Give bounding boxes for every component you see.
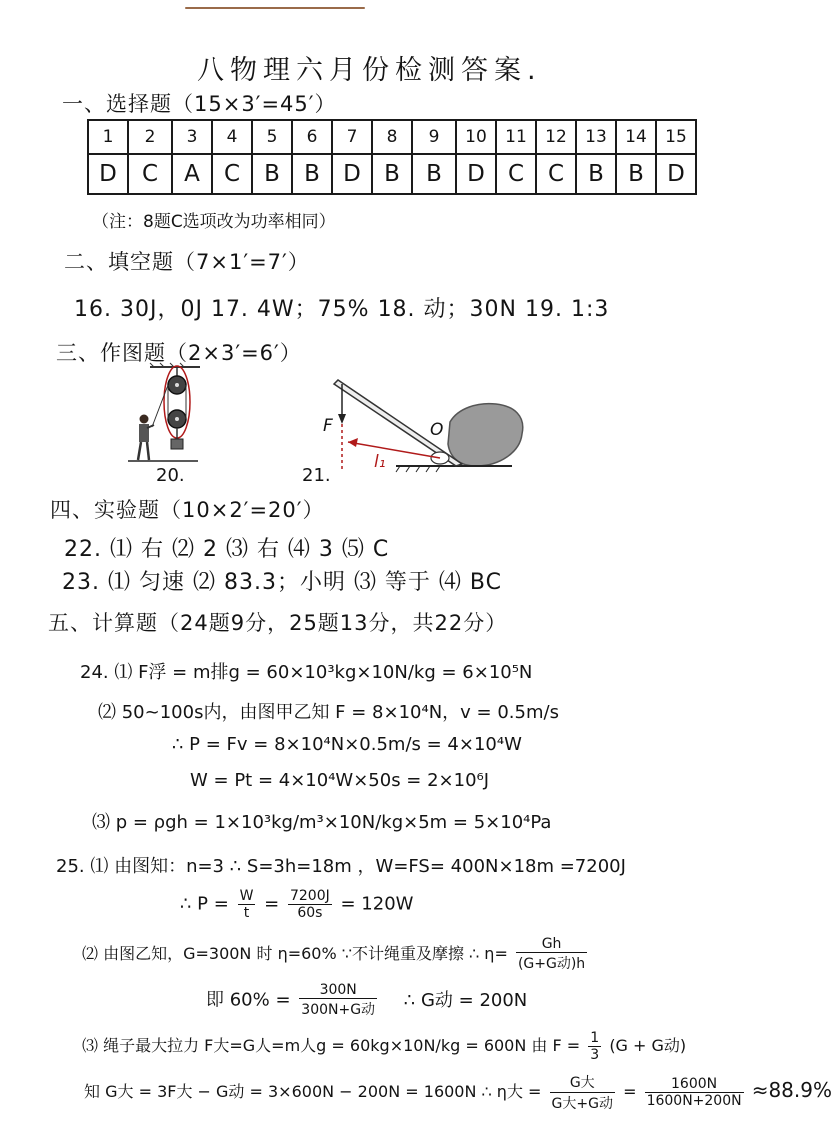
- answer-cell: C: [536, 154, 576, 194]
- question-number-cell: 1: [88, 120, 128, 154]
- answer-cell: C: [212, 154, 252, 194]
- question-number-cell: 3: [172, 120, 212, 154]
- fraction-numerator: Gh: [516, 936, 587, 953]
- q25-part2-text: ⑵ 由图乙知，G=300N 时 η=60% ∵不计绳重及摩擦 ∴ η=: [82, 944, 508, 963]
- q24-part2-work: W = Pt = 4×10⁴W×50s = 2×10⁶J: [190, 770, 490, 791]
- q24-part2-given: ⑵ 50~100s内，由图甲乙知 F = 8×10⁴N，v = 0.5m/s: [98, 702, 559, 723]
- q25-part3-tail: (G + G动): [609, 1036, 687, 1055]
- fraction-numerator: W: [239, 888, 254, 904]
- fraction-numerator: 7200J: [289, 888, 330, 904]
- fill-blank-answers: 16. 30J，0J 17. 4W；75% 18. 动；30N 19. 1:3: [74, 297, 610, 322]
- fraction-denominator: 3: [590, 1047, 600, 1063]
- fraction-numerator: 1: [590, 1030, 600, 1046]
- section1-note: （注：8题C选项改为功率相同）: [92, 212, 336, 232]
- answer-cell: D: [456, 154, 496, 194]
- answer-cell: B: [616, 154, 656, 194]
- fraction-denominator: G大+G动: [551, 1096, 613, 1112]
- question-number-cell: 8: [372, 120, 412, 154]
- figure-20-label: 20.: [156, 465, 185, 486]
- q25-part1-power-result: = 120W: [340, 893, 414, 915]
- equals-sign: =: [264, 893, 280, 915]
- scan-edge-line: [185, 7, 365, 9]
- q25-part1-power-prefix: ∴ P =: [180, 893, 229, 915]
- figure-21-force-F: F: [323, 416, 333, 436]
- q24-part3: ⑶ p = ρgh = 1×10³kg/m³×10N/kg×5m = 5×10⁴Pa: [92, 812, 552, 833]
- section1-heading: 一、选择题（15×3′=45′）: [62, 92, 337, 116]
- fraction-denominator: t: [243, 905, 250, 921]
- question-number-cell: 14: [616, 120, 656, 154]
- answer-cell: C: [496, 154, 536, 194]
- answer-cell: D: [332, 154, 372, 194]
- q23-answers: 23. ⑴ 匀速 ⑵ 83.3；小明 ⑶ 等于 ⑷ BC: [62, 570, 502, 595]
- figure-21-pivot-O: O: [430, 420, 444, 440]
- section2-heading: 二、填空题（7×1′=7′）: [64, 250, 310, 274]
- table-row-numbers: [88, 120, 696, 154]
- choice-answer-table: [87, 119, 697, 195]
- q25-part2-efficiency: [82, 936, 590, 973]
- equals-sign: =: [623, 1082, 637, 1101]
- question-number-cell: 12: [536, 120, 576, 154]
- answer-cell: C: [128, 154, 172, 194]
- fraction-efficiency: [516, 936, 587, 973]
- fraction-denominator: 300N+G动: [301, 1002, 376, 1018]
- fraction-denominator: 1600N+200N: [646, 1093, 742, 1109]
- q25-part3b-text: 知 G大 = 3F大 − G动 = 3×600N − 200N = 1600N ∴ η大 =: [84, 1082, 542, 1101]
- q25-part3-text: ⑶ 绳子最大拉力 F大=G人=m人g = 60kg×10N/kg = 600N 由 F =: [82, 1036, 581, 1055]
- q24-part1: 24. ⑴ F浮 = m排g = 60×10³kg×10N/kg = 6×10⁵N: [80, 662, 533, 683]
- question-number-cell: 9: [412, 120, 456, 154]
- fraction-one-third: [588, 1030, 601, 1063]
- q22-answers: 22. ⑴ 右 ⑵ 2 ⑶ 右 ⑷ 3 ⑸ C: [64, 537, 390, 562]
- q25-part1-work: 25. ⑴ 由图知：n=3 ∴ S=3h=18m ，W=FS= 400N×18m =7200J: [56, 856, 626, 877]
- question-number-cell: 10: [456, 120, 496, 154]
- q24-part2-power: ∴ P = Fv = 8×10⁴N×0.5m/s = 4×10⁴W: [172, 734, 522, 755]
- section3-heading: 三、作图题（2×3′=6′）: [56, 341, 302, 365]
- fraction-300-over-sum: [299, 982, 377, 1019]
- answer-cell: B: [576, 154, 616, 194]
- question-number-cell: 4: [212, 120, 252, 154]
- q25-part2-solve-prefix: 即 60% =: [206, 989, 291, 1011]
- q25-part3-result: ≈88.9%: [751, 1078, 832, 1102]
- figure-21-arm-l1: l₁: [374, 452, 386, 472]
- fraction-gmax-over-sum: [550, 1072, 615, 1113]
- fraction-denominator: (G+G动)h: [517, 956, 586, 972]
- q25-part1-power: [180, 888, 413, 921]
- question-number-cell: 5: [252, 120, 292, 154]
- table-row-answers: [88, 154, 696, 194]
- section4-heading: 四、实验题（10×2′=20′）: [50, 498, 325, 522]
- question-number-cell: 7: [332, 120, 372, 154]
- fraction-7200-over-60: [288, 888, 332, 921]
- question-number-cell: 13: [576, 120, 616, 154]
- fraction-w-over-t: [238, 888, 256, 921]
- question-number-cell: 2: [128, 120, 172, 154]
- figure-21-label: 21.: [302, 465, 331, 486]
- q25-part2-solve-result: ∴ G动 = 200N: [403, 989, 528, 1011]
- fraction-denominator: 60s: [297, 905, 323, 921]
- q25-part3-max-force: [82, 1030, 686, 1063]
- question-number-cell: 11: [496, 120, 536, 154]
- figure-21-lever: [300, 380, 530, 480]
- question-number-cell: 15: [656, 120, 696, 154]
- fraction-1600-over-1800: [645, 1076, 744, 1109]
- answer-cell: D: [656, 154, 696, 194]
- answer-cell: D: [88, 154, 128, 194]
- answer-cell: A: [172, 154, 212, 194]
- question-number-cell: 6: [292, 120, 332, 154]
- fraction-numerator: 300N: [299, 982, 377, 999]
- page-title: 八物理六月份检测答案.: [197, 55, 542, 86]
- fraction-numerator: 1600N: [645, 1076, 744, 1093]
- q25-part3-max-efficiency: [84, 1072, 832, 1113]
- section5-heading: 五、计算题（24题9分，25题13分，共22分）: [48, 611, 508, 635]
- answer-cell: B: [372, 154, 412, 194]
- q25-part2-solve: [206, 982, 527, 1019]
- fraction-numerator: G大: [550, 1072, 615, 1093]
- answer-cell: B: [412, 154, 456, 194]
- answer-cell: B: [252, 154, 292, 194]
- answer-cell: B: [292, 154, 332, 194]
